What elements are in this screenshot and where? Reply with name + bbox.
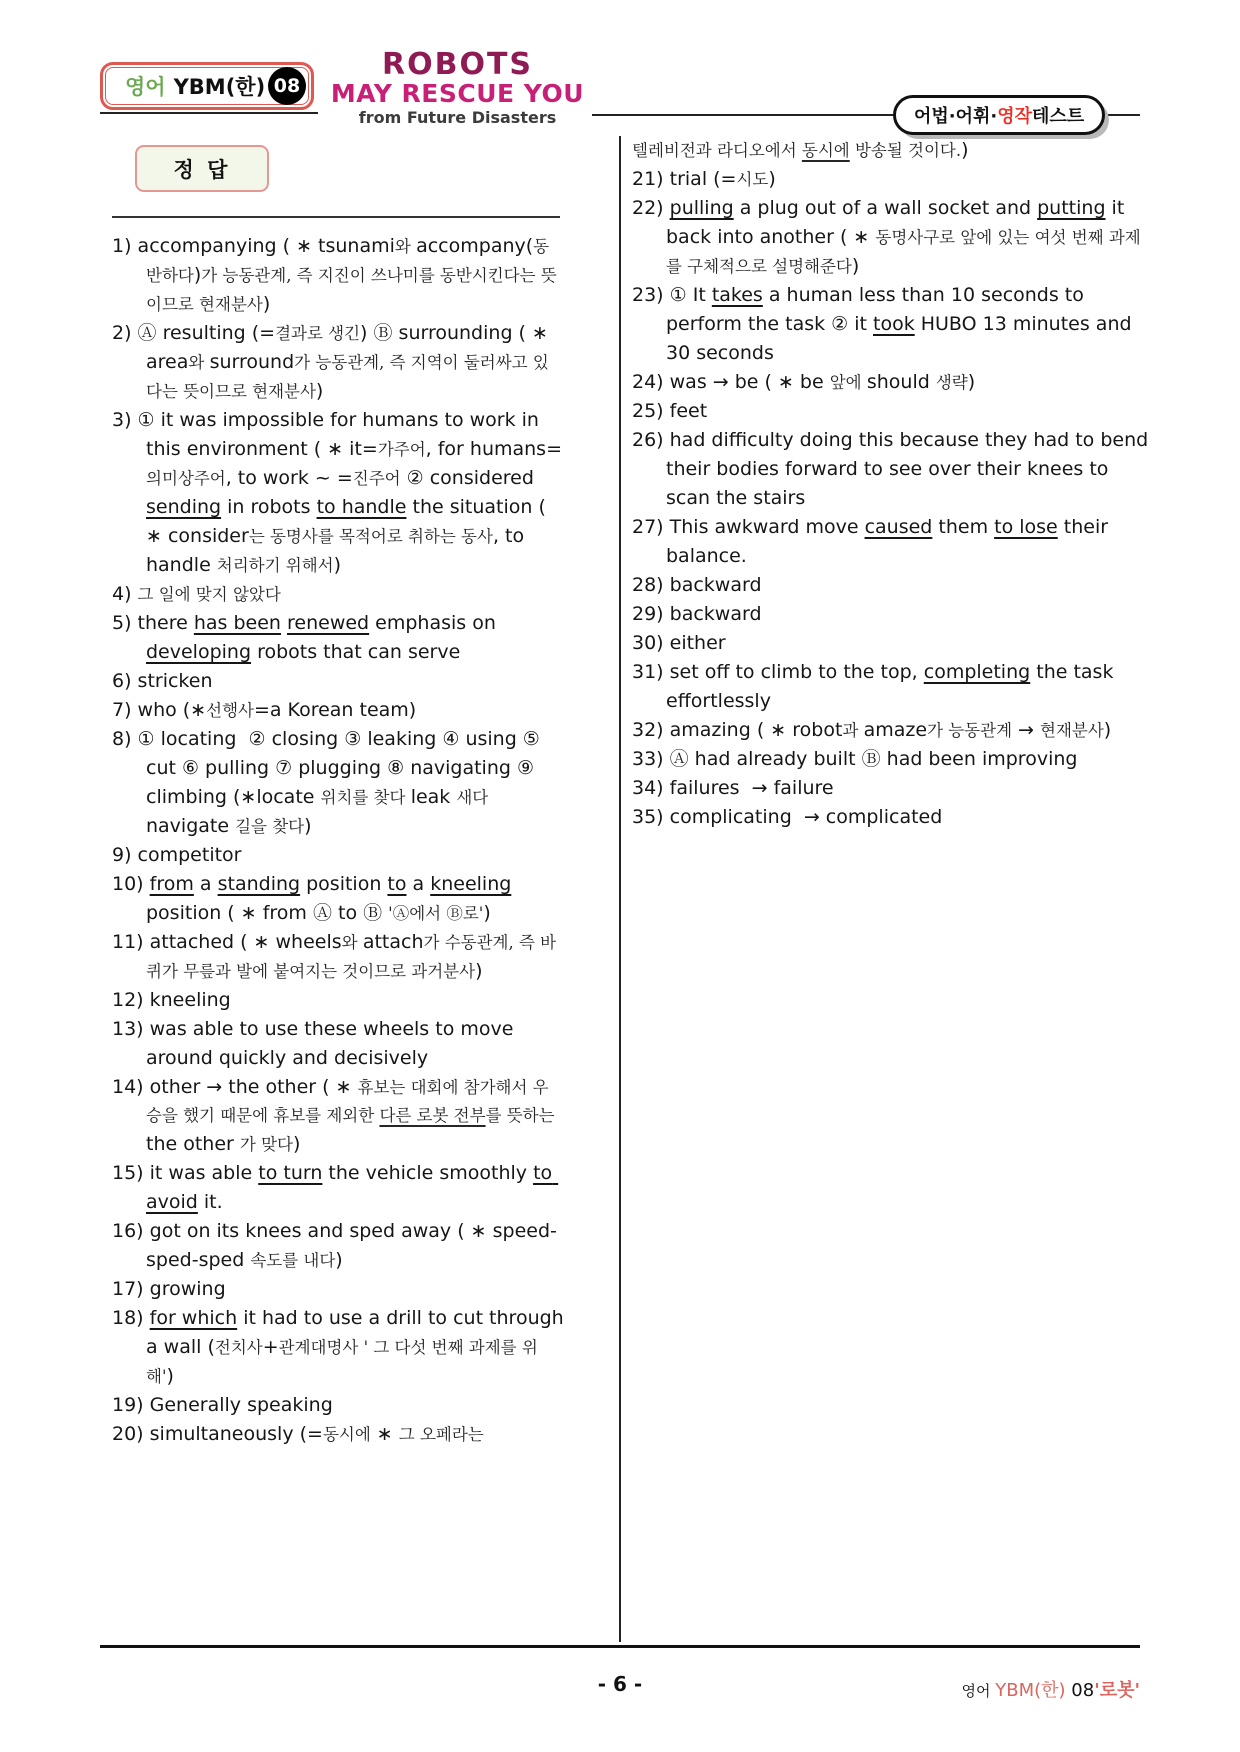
logo-subtitle: from Future Disasters	[358, 108, 557, 127]
answer-item-22	[632, 194, 1156, 281]
answer-segment: )	[335, 1249, 343, 1271]
answer-segment: )	[292, 1133, 301, 1155]
answer-segment: )	[304, 815, 312, 837]
answer-segment: attach	[362, 931, 424, 953]
test-badge-highlight: 영작	[997, 106, 1033, 127]
answer-segment: attached ( ∗ wheels	[149, 931, 342, 953]
answer-segment: )	[483, 902, 491, 924]
answers-heading-label: 정 답	[173, 157, 231, 182]
answer-number: 2)	[112, 322, 138, 344]
answer-segment: 그 오페라는	[398, 1425, 484, 1444]
answer-item-24	[632, 368, 1156, 397]
answer-segment: 과	[842, 721, 864, 740]
answer-item-19	[112, 1391, 564, 1420]
answer-segment: HUBO 13 minutes and 30 seconds	[666, 313, 1138, 364]
answer-segment: the other	[146, 1133, 240, 1155]
answer-item-23	[632, 281, 1156, 368]
answer-segment: had difficulty doing this because they had to bend their bodies forward to see over their knees to scan the stairs	[666, 429, 1155, 509]
answer-segment: 관계대명사 ' 그 다섯 번째 과제를 위해'	[146, 1338, 538, 1386]
answer-number: 1)	[112, 235, 138, 257]
answer-number: 8)	[112, 728, 138, 750]
answer-segment: emphasis on	[369, 612, 502, 634]
answer-number: 11)	[112, 931, 150, 953]
answers-column-right	[632, 136, 1156, 832]
answer-segment: sending	[146, 496, 222, 518]
answer-segment: )	[851, 255, 860, 277]
answer-segment: 방송될 것이다.	[849, 141, 962, 160]
answer-segment: leak	[410, 786, 457, 808]
answer-segment: 선행사	[206, 701, 254, 720]
answer-segment: 가 수동관계, 즉 바퀴가 무릎과 발에 붙여지는 것이므로 과거분사	[146, 933, 557, 981]
answer-item-34	[632, 774, 1156, 803]
answer-item-6	[112, 667, 564, 696]
answer-segment: )	[961, 139, 969, 161]
answer-segment: 전치사	[214, 1338, 263, 1357]
answer-number: 12)	[112, 989, 150, 1011]
answer-item-14	[112, 1073, 564, 1159]
answer-segment: for which	[149, 1307, 238, 1329]
answer-segment: 동반하다	[146, 237, 550, 285]
answer-number: 16)	[112, 1220, 150, 1242]
answer-segment: them	[932, 516, 995, 538]
answer-segment: developing	[146, 641, 252, 663]
answer-number: 29)	[632, 603, 670, 625]
answer-segment: 와	[188, 353, 210, 372]
answer-item-7	[112, 696, 564, 725]
logo-title-line2: MAY RESCUE YOU	[330, 79, 585, 108]
answer-number: 23)	[632, 284, 670, 306]
answer-segment: stricken	[137, 670, 213, 692]
answer-segment: it had to use a drill to cut through a wall (	[146, 1307, 570, 1358]
answer-number: 6)	[112, 670, 138, 692]
answer-segment: surround	[209, 351, 295, 373]
answer-segment: ) Ⓑ surrounding ( ∗ area	[146, 322, 554, 373]
answer-number: 4)	[112, 583, 138, 605]
answer-item-21	[632, 165, 1156, 194]
answer-number: 34)	[632, 777, 670, 799]
answer-segment: +	[262, 1336, 279, 1358]
answer-item-1	[112, 232, 564, 319]
answer-segment: 현재분사	[1040, 721, 1104, 740]
answers-heading	[135, 145, 269, 192]
answer-segment: set off to climb to the top,	[669, 661, 924, 683]
answer-item-5	[112, 609, 564, 667]
answer-segment: to handle	[316, 496, 407, 518]
answer-item-25	[632, 397, 1156, 426]
answer-number: 28)	[632, 574, 670, 596]
answer-item-17	[112, 1275, 564, 1304]
answer-segment: 속도를 내다	[250, 1251, 336, 1270]
answer-segment: feet	[669, 400, 708, 422]
answer-segment: has been	[193, 612, 281, 634]
answer-item-20	[112, 1420, 564, 1449]
answer-segment: )	[315, 380, 324, 402]
page-number: - 6 -	[597, 1672, 643, 1696]
answers-column-left	[112, 232, 570, 1449]
answer-number: 5)	[112, 612, 138, 634]
answer-segment: simultaneously (=	[149, 1423, 323, 1445]
answer-segment: 가 능동관계, 즉 지진이 쓰나미를 동반시킨다는 뜻이므로 현재분사	[146, 266, 557, 314]
answer-segment: failures → failure	[669, 777, 834, 799]
answer-item-30	[632, 629, 1156, 658]
answer-segment: 위치를 찾다	[320, 788, 411, 807]
answer-segment: , to work ~ =	[225, 467, 353, 489]
answer-segment: )	[193, 264, 202, 286]
answer-segment: 새다	[456, 788, 494, 807]
answer-segment: )	[333, 554, 342, 576]
answer-number: 17)	[112, 1278, 150, 1300]
answer-segment: to	[387, 873, 407, 895]
answer-item-26	[632, 426, 1156, 513]
answer-segment: position ( ∗ from Ⓐ to Ⓑ	[146, 873, 518, 924]
answer-segment: a plug out of a wall socket and	[733, 197, 1038, 219]
answer-segment: 텔레비전과 라디오에서	[632, 141, 802, 160]
answer-segment: ① It	[669, 284, 712, 306]
test-badge-text2: 테스트	[1032, 106, 1085, 127]
answer-number: 26)	[632, 429, 670, 451]
answer-segment: )	[475, 960, 483, 982]
logo-title-line1: ROBOTS	[381, 47, 534, 82]
answer-segment: )	[262, 293, 271, 315]
answer-segment: , to handle	[146, 525, 531, 576]
answer-segment: putting	[1037, 197, 1106, 219]
answer-segment: 시도	[736, 170, 769, 189]
answer-number: 25)	[632, 400, 670, 422]
answer-segment: 가 능동관계	[927, 721, 1013, 740]
answer-segment: competitor	[137, 844, 242, 866]
answer-segment: pulling	[669, 197, 734, 219]
answer-item-3	[112, 406, 564, 580]
answer-segment: 와	[394, 237, 417, 256]
answer-item-29	[632, 600, 1156, 629]
answer-segment: amaze	[863, 719, 928, 741]
answer-segment: 가 능동관계, 즉 지역이 둘러싸고 있다는 뜻이므로 현재분사	[146, 353, 549, 401]
footer-book: YBM(한)	[995, 1680, 1066, 1701]
answer-number: 15)	[112, 1162, 150, 1184]
course-label: 영어	[125, 75, 166, 99]
test-type-badge	[893, 95, 1105, 135]
answer-number: 14)	[112, 1076, 150, 1098]
answer-number: 13)	[112, 1018, 150, 1040]
answer-segment: in robots	[221, 496, 317, 518]
footer-lesson-number: 08	[1065, 1680, 1095, 1701]
answer-segment: to lose	[994, 516, 1058, 538]
answer-segment: 가 맞다	[239, 1135, 293, 1154]
answer-segment: kneeling	[149, 989, 231, 1011]
answer-segment: was → be ( ∗ be	[669, 371, 830, 393]
answer-segment: caused	[864, 516, 933, 538]
answers-heading-rule	[112, 216, 560, 218]
answer-segment: 생략	[935, 373, 968, 392]
answer-number: 18)	[112, 1307, 150, 1329]
answer-segment: completing	[923, 661, 1031, 683]
header-rule-left	[100, 112, 318, 114]
answer-segment: 와	[341, 933, 363, 952]
answer-segment: their balance.	[666, 516, 1115, 567]
answer-segment: complicating → complicated	[669, 806, 943, 828]
answer-segment: ∗	[370, 1423, 399, 1445]
answer-item-27	[632, 513, 1156, 571]
answer-item-8	[112, 725, 564, 841]
answer-segment: who (∗	[137, 699, 207, 721]
answer-segment: navigate	[146, 815, 236, 837]
answer-segment: 앞에	[829, 373, 867, 392]
answer-segment: accompany(	[416, 235, 534, 257]
answer-number: 7)	[112, 699, 138, 721]
answer-segment: 동시에	[801, 141, 850, 160]
footer-lesson-title: '로봇'	[1094, 1680, 1140, 1701]
answer-segment: the vehicle smoothly	[322, 1162, 534, 1184]
footer-rule	[100, 1645, 1140, 1648]
answer-item-31	[632, 658, 1156, 716]
answer-segment: took	[873, 313, 915, 335]
lesson-number-badge: 08	[268, 67, 306, 105]
answer-number: 10)	[112, 873, 150, 895]
answer-segment: 처리하기 위해서	[216, 556, 334, 575]
answer-item-4	[112, 580, 564, 609]
answer-segment: 가주어	[377, 440, 426, 459]
answer-item-9	[112, 841, 564, 870]
answer-item-33	[632, 745, 1156, 774]
answer-segment: 진주어	[352, 469, 401, 488]
answer-number: 20)	[112, 1423, 150, 1445]
answer-segment: got on its knees and sped away ( ∗ speed-sped-sped	[146, 1220, 557, 1271]
answer-number: 19)	[112, 1394, 150, 1416]
answer-segment: it.	[197, 1191, 223, 1213]
answer-segment: )	[967, 371, 976, 393]
footer-course: 영어	[961, 1682, 996, 1700]
answer-segment: takes	[711, 284, 763, 306]
answer-segment: other → the other ( ∗	[149, 1076, 358, 1098]
answer-item-10	[112, 870, 564, 928]
answer-number: 30)	[632, 632, 670, 654]
answer-segment: it back into another ( ∗	[666, 197, 1131, 248]
answer-item-2	[112, 319, 564, 406]
answer-item-18	[112, 1304, 570, 1391]
answer-segment: trial (=	[669, 168, 737, 190]
answer-segment: 는 동명사를 목적어로 취하는 동사	[248, 527, 493, 546]
answer-segment: Generally speaking	[149, 1394, 333, 1416]
answer-segment: robots that can serve	[251, 641, 461, 663]
answer-segment: )	[768, 168, 776, 190]
footer-source	[961, 1676, 1140, 1702]
answer-segment: 다른 로봇 전부	[379, 1106, 486, 1125]
answer-segment: →	[1012, 719, 1041, 741]
answer-segment: 길을 찾다	[235, 817, 305, 836]
book-label: YBM(한)	[173, 75, 266, 99]
answer-segment: growing	[149, 1278, 226, 1300]
answer-segment: a human less than 10 seconds to perform the task ② it	[666, 284, 1090, 335]
answer-segment: 의미상주어	[146, 469, 226, 488]
answer-number: 24)	[632, 371, 670, 393]
answer-segment: either	[669, 632, 726, 654]
answer-number: 31)	[632, 661, 670, 683]
answer-segment: to turn	[258, 1162, 323, 1184]
answer-segment: Ⓐ resulting (=	[137, 322, 276, 344]
answer-number: 32)	[632, 719, 670, 741]
answer-segment: 휴보는 대회에 참가해서 우승을 했기 때문에 휴보를 제외한	[146, 1078, 549, 1125]
answer-item-16	[112, 1217, 564, 1275]
answer-number: 22)	[632, 197, 670, 219]
answer-segment: amazing ( ∗ robot	[669, 719, 843, 741]
answer-segment: a	[193, 873, 218, 895]
answer-segment: backward	[669, 603, 762, 625]
answer-segment: kneeling	[430, 873, 512, 895]
answer-number: 9)	[112, 844, 138, 866]
answer-segment: 를 뜻하는	[485, 1106, 560, 1125]
answer-segment: accompanying ( ∗ tsunami	[137, 235, 395, 257]
answer-segment: )	[1103, 719, 1112, 741]
answer-segment: 'Ⓐ에서 Ⓑ로'	[388, 904, 484, 923]
answer-segment: 동시에	[322, 1425, 371, 1444]
answer-number: 27)	[632, 516, 670, 538]
answer-segment: 결과로 생긴	[275, 324, 361, 343]
answer-segment: =a Korean team)	[253, 699, 417, 721]
answer-segment: This awkward move	[669, 516, 865, 538]
answer-segment: renewed	[287, 612, 370, 634]
answer-segment: standing	[217, 873, 301, 895]
answer-segment: should	[866, 371, 936, 393]
answer-number: 33)	[632, 748, 670, 770]
answer-number: 21)	[632, 168, 670, 190]
answer-segment: was able to use these wheels to move around quickly and decisively	[146, 1018, 520, 1069]
course-badge	[100, 62, 314, 110]
answer-segment: from	[149, 873, 194, 895]
answer-segment: 동명사구로 앞에 있는 여섯 번째 과제를 구체적으로 설명해준다	[666, 228, 1141, 276]
answer-segment: 그 일에 맞지 않았다	[137, 585, 281, 604]
answer-segment: backward	[669, 574, 762, 596]
answer-segment: ② considered	[400, 467, 540, 489]
answer-segment: a	[406, 873, 431, 895]
answer-segment: ① locating ② closing ③ leaking ④ using ⑤ cut ⑥ pulling ⑦ plugging ⑧ navigating ⑨ climbing (∗locate	[137, 728, 546, 808]
answer-segment: to avoid	[146, 1162, 559, 1213]
unit-logo	[330, 47, 585, 128]
answer-segment: the task effortlessly	[666, 661, 1120, 712]
answer-item-11	[112, 928, 564, 986]
answer-item-32	[632, 716, 1156, 745]
answer-segment: ① it was impossible for humans to work in this environment ( ∗ it=	[137, 409, 546, 460]
answer-segment: position	[300, 873, 388, 895]
answer-segment: Ⓐ had already built Ⓑ had been improving	[669, 748, 1078, 770]
answer-item-13	[112, 1015, 564, 1073]
answer-item-28	[632, 571, 1156, 600]
answer-segment: there	[137, 612, 194, 634]
answer-segment: )	[166, 1365, 174, 1387]
test-badge-text: 어법·어휘·	[914, 106, 998, 127]
column-divider	[619, 136, 621, 1642]
answer-segment: it was able	[149, 1162, 259, 1184]
answer-number: 3)	[112, 409, 138, 431]
answer-item-15	[112, 1159, 564, 1217]
answer-segment: , for humans=	[425, 438, 562, 460]
answer-item-35	[632, 803, 1156, 832]
answer-segment: the situation ( ∗ consider	[146, 496, 552, 547]
answer-number: 35)	[632, 806, 670, 828]
answer-item-continuation	[632, 136, 1156, 165]
answer-item-12	[112, 986, 564, 1015]
